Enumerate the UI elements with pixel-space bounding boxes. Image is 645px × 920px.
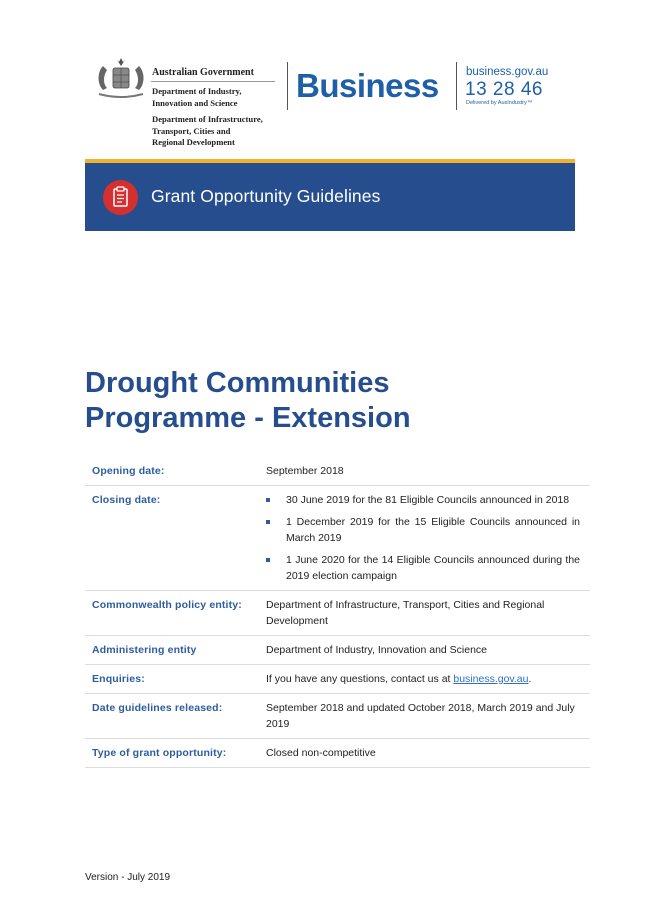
grant-type-value: Closed non-competitive xyxy=(266,747,376,759)
logo-divider xyxy=(287,62,288,110)
date-released-value: September 2018 and updated October 2018, March 2019 and July 2019 xyxy=(266,702,575,730)
policy-entity-value: Department of Infrastructure, Transport, Cities and Regional Development xyxy=(266,599,545,627)
closing-date-label: Closing date: xyxy=(92,494,161,506)
table-row-grant-type xyxy=(85,739,590,768)
coat-of-arms-icon xyxy=(93,56,149,100)
department-infrastructure-line: Transport, Cities and xyxy=(152,125,231,136)
table-row-opening-date xyxy=(85,457,590,486)
department-industry-line: Department of Industry, xyxy=(152,86,242,96)
department-industry-line: Innovation and Science xyxy=(152,97,238,108)
business-phone: 13 28 46 xyxy=(465,79,543,100)
enquiries-value xyxy=(259,665,590,693)
banner-icon-circle xyxy=(103,180,138,215)
table-row-closing-date xyxy=(85,486,590,591)
opening-date-value: September 2018 xyxy=(266,465,344,477)
table-row-administering-entity xyxy=(85,636,590,665)
department-infrastructure-line: Department of Infrastructure, xyxy=(152,114,263,124)
page-title xyxy=(85,366,565,436)
table-row-policy-entity xyxy=(85,591,590,636)
business-url: business.gov.au xyxy=(466,66,549,78)
grant-info-table xyxy=(85,457,590,768)
version-footer: Version - July 2019 xyxy=(85,872,171,883)
divider xyxy=(151,81,275,82)
closing-date-value xyxy=(259,486,590,590)
closing-date-list xyxy=(266,492,580,584)
administering-entity-value: Department of Industry, Innovation and Science xyxy=(266,644,488,656)
business-logo-text: Business xyxy=(296,67,439,104)
business-gov-link[interactable]: business.gov.au xyxy=(453,673,529,685)
policy-entity-label: Commonwealth policy entity: xyxy=(92,599,242,611)
enquiries-suffix: . xyxy=(528,673,532,685)
enquiries-text: If you have any questions, contact us at xyxy=(266,673,454,685)
list-item: 1 December 2019 for the 15 Eligible Councils announced in March 2019 xyxy=(266,514,580,546)
table-row-enquiries xyxy=(85,665,590,694)
enquiries-label: Enquiries: xyxy=(92,673,145,685)
table-row-date-released xyxy=(85,694,590,739)
logo-divider xyxy=(456,62,457,110)
opening-date-label: Opening date: xyxy=(92,465,165,477)
department-infrastructure-name xyxy=(152,114,292,149)
government-title: Australian Government xyxy=(152,67,254,78)
banner-title: Grant Opportunity Guidelines xyxy=(151,186,381,206)
page-title-line: Drought Communities xyxy=(85,367,390,399)
administering-entity-label: Administering entity xyxy=(92,644,197,656)
department-industry-name xyxy=(152,86,282,109)
business-delivered-by: Delivered by AusIndustry™ xyxy=(466,100,533,106)
list-item: 30 June 2019 for the 81 Eligible Councils announced in 2018 xyxy=(266,492,580,508)
list-item: 1 June 2020 for the 14 Eligible Councils announced during the 2019 election campaign xyxy=(266,552,580,584)
date-released-label: Date guidelines released: xyxy=(92,702,223,714)
department-infrastructure-line: Regional Development xyxy=(152,137,235,147)
grant-type-label: Type of grant opportunity: xyxy=(92,747,227,759)
page-title-line: Programme - Extension xyxy=(85,402,411,434)
clipboard-icon xyxy=(103,180,138,215)
